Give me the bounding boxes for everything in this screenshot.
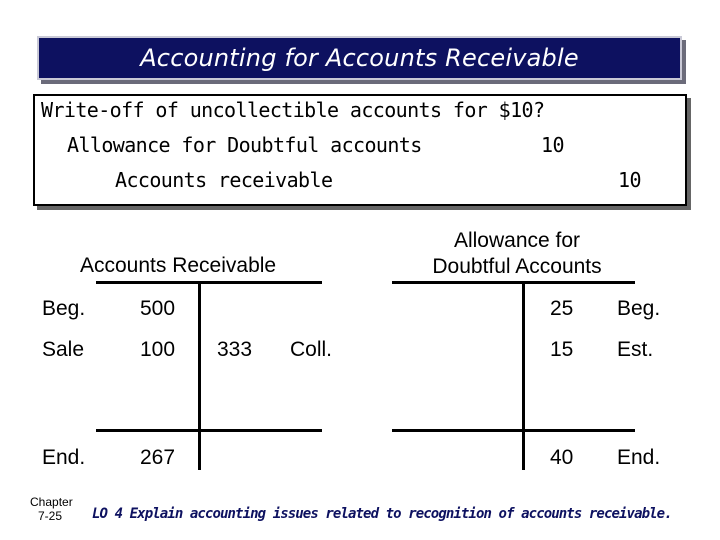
t-account-top-line [392, 281, 635, 284]
header-line-2: Doubtful Accounts [432, 255, 602, 278]
credit-value: 40 [550, 446, 574, 469]
learning-objective: LO 4 Explain accounting issues related to recognition of accounts receivable. [92, 506, 672, 522]
title-banner [37, 36, 682, 80]
credit-value: 25 [550, 297, 574, 320]
debit-value: 500 [140, 297, 176, 320]
t-account-header: Accounts Receivable [80, 254, 277, 277]
credit-amount: 10 [618, 168, 641, 192]
header-line-1: Allowance for [453, 229, 581, 252]
credit-account-label: Accounts receivable [115, 168, 333, 192]
debit-value: 267 [140, 446, 176, 469]
credit-value: 333 [217, 338, 253, 361]
t-account-total-line [392, 429, 635, 432]
question-box [33, 94, 687, 206]
debit-value: 100 [140, 338, 176, 361]
credit-value: 15 [550, 338, 574, 361]
row-label: Sale [42, 338, 85, 361]
row-label: Beg. [617, 297, 661, 320]
t-account-total-line [96, 429, 322, 432]
question-text: Write-off of uncollectible accounts for $10? [41, 98, 545, 122]
t-account-divider [522, 283, 525, 470]
credit-row-label: Coll. [290, 338, 333, 361]
chapter-text: Chapter [30, 495, 73, 509]
row-label: Est. [617, 338, 654, 361]
debit-account-label: Allowance for Doubtful accounts [67, 133, 422, 157]
row-label: End. [42, 446, 86, 469]
t-account-header [392, 228, 642, 280]
chapter-label [30, 495, 73, 523]
row-label: End. [617, 446, 661, 469]
t-account-divider [198, 283, 201, 470]
slide-title: Accounting for Accounts Receivable [140, 44, 579, 72]
page-number: 7-25 [37, 509, 63, 523]
t-account-top-line [96, 281, 322, 284]
debit-amount: 10 [541, 133, 564, 157]
row-label: Beg. [42, 297, 86, 320]
